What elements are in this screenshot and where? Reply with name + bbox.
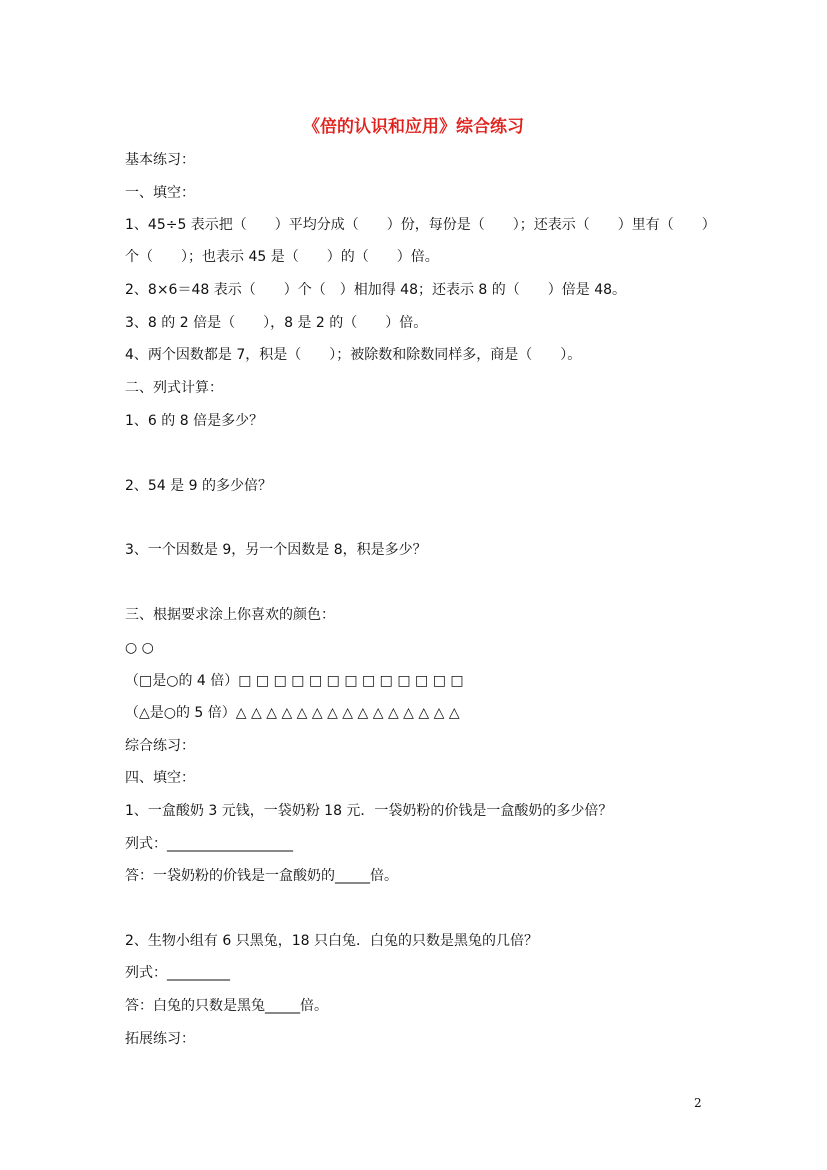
question-4-1-answer: 答：一袋奶粉的价钱是一盒酸奶的_____倍。 <box>125 868 398 884</box>
question-2-1: 1、6 的 8 倍是多少？ <box>125 413 264 429</box>
part-2-heading: 二、列式计算： <box>125 380 223 396</box>
question-1-3: 3、8 的 2 倍是（ ），8 是 2 的（ ）倍。 <box>125 315 428 331</box>
question-1-1: 1、45÷5 表示把（ ）平均分成（ ）份，每份是（ ）；还表示（ ）里有（ ） <box>125 217 716 233</box>
question-4-2: 2、生物小组有 6 只黑兔，18 只白兔．白兔的只数是黑兔的几倍？ <box>125 933 538 949</box>
section-basic-practice: 基本练习： <box>125 152 195 168</box>
squares-row: （□是○的 4 倍）□ □ □ □ □ □ □ □ □ □ □ □ □ <box>125 673 464 689</box>
part-3-heading: 三、根据要求涂上你喜欢的颜色： <box>125 607 335 623</box>
circles-row: ○ ○ <box>125 640 154 656</box>
question-1-1-cont: 个（ ）；也表示 45 是（ ）的（ ）倍。 <box>125 249 439 265</box>
worksheet-title: 《倍的认识和应用》综合练习 <box>303 117 524 137</box>
part-1-heading: 一、填空： <box>125 185 195 201</box>
question-4-2-answer: 答：白兔的只数是黑兔_____倍。 <box>125 998 328 1014</box>
question-4-2-formula: 列式：_________ <box>125 965 230 981</box>
part-4-heading: 四、填空： <box>125 770 195 786</box>
question-4-1: 1、一盒酸奶 3 元钱，一袋奶粉 18 元．一袋奶粉的价钱是一盒酸奶的多少倍？ <box>125 803 613 819</box>
question-2-3: 3、一个因数是 9，另一个因数是 8，积是多少？ <box>125 542 427 558</box>
triangles-row: （△是○的 5 倍）△ △ △ △ △ △ △ △ △ △ △ △ △ △ △ <box>125 705 460 721</box>
question-4-1-formula: 列式：__________________ <box>125 836 293 852</box>
page-number: 2 <box>694 1096 702 1110</box>
section-comprehensive-practice: 综合练习： <box>125 738 195 754</box>
question-1-2: 2、8×6＝48 表示（ ）个（ ）相加得 48；还表示 8 的（ ）倍是 48。 <box>125 282 627 298</box>
question-1-4: 4、两个因数都是 7，积是（ ）；被除数和除数同样多，商是（ ）。 <box>125 347 582 363</box>
section-extension-practice: 拓展练习： <box>125 1031 195 1047</box>
question-2-2: 2、54 是 9 的多少倍？ <box>125 478 272 494</box>
